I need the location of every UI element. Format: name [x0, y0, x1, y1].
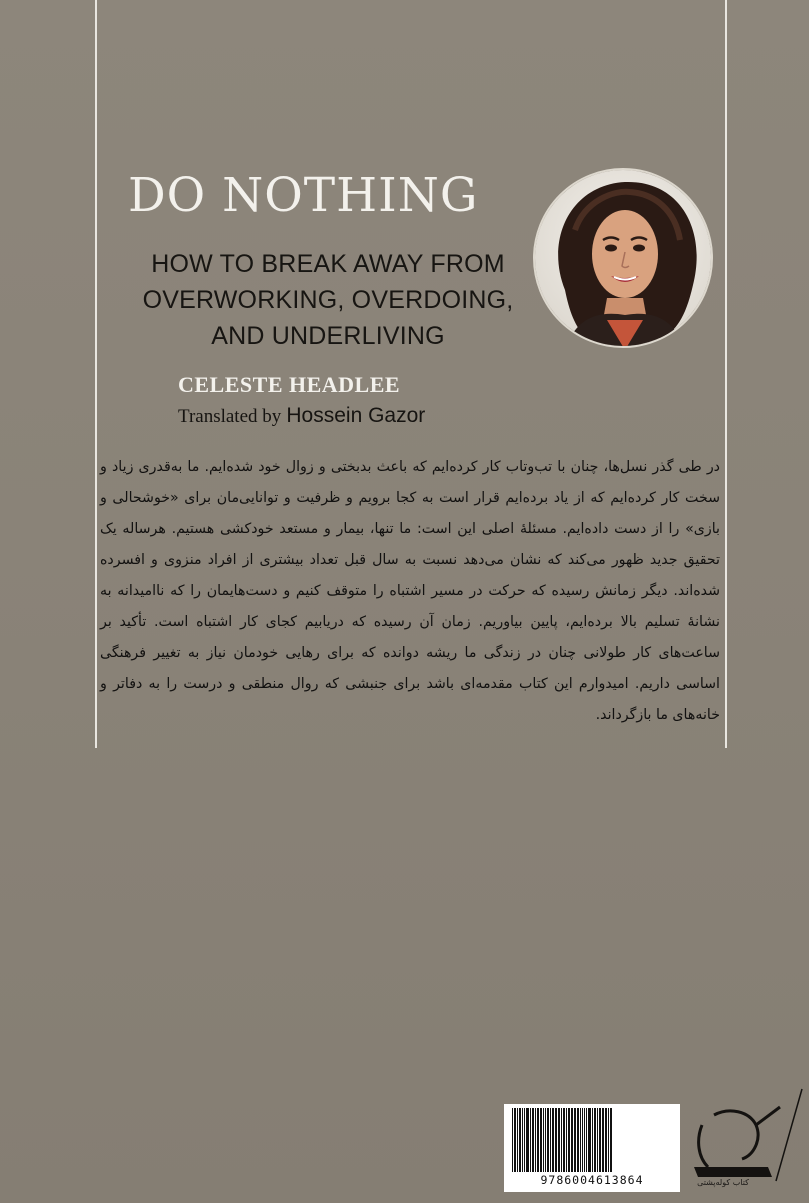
barcode-bar	[512, 1108, 513, 1172]
barcode-bar	[608, 1108, 609, 1172]
barcode-bar	[571, 1108, 573, 1172]
barcode-bar	[526, 1108, 529, 1172]
barcode-bar	[561, 1108, 562, 1172]
barcode-bar	[597, 1108, 598, 1172]
barcode-bar	[514, 1108, 516, 1172]
translator-name: Hossein Gazor	[286, 404, 426, 427]
barcode-bar	[524, 1108, 525, 1172]
barcode-bar	[586, 1108, 587, 1172]
barcode-bar	[584, 1108, 585, 1172]
barcode-bar	[574, 1108, 576, 1172]
barcode-bar	[535, 1108, 536, 1172]
barcode-bar	[543, 1108, 544, 1172]
book-title: DO NOTHING	[128, 168, 479, 223]
barcode-bar	[588, 1108, 591, 1172]
author-name: CELESTE HEADLEE	[178, 372, 401, 397]
barcode-bar	[592, 1108, 593, 1172]
barcode-bar	[547, 1108, 549, 1172]
barcode-bar	[532, 1108, 534, 1172]
publisher-name: کتاب کوله‌پشتی	[697, 1178, 749, 1187]
barcode-bar	[540, 1108, 542, 1172]
translator-credit	[178, 404, 528, 428]
barcode-bar	[610, 1108, 612, 1172]
barcode-bar	[577, 1108, 579, 1172]
barcode-bar	[602, 1108, 604, 1172]
persian-blurb: در طی گذر نسل‌ها، چنان با تب‌وتاب کار کرده‌ایم که باعث بدبختی و زوال خود شده‌ایم. ما به‌قدری زیاد و سخت کار کرده‌ایم که از یاد برده‌ایم قرار است به کجا برویم و ظرفیت و توانایی‌مان برای «خوشحالی و بازی» را از دست داده‌ایم. مسئلهٔ اصلی این است: ما تنها، بیمار و مستعد خودکشی هستیم. هرساله یک تحقیق جدید ظهور می‌کند که نشان می‌دهد نسبت به سال قبل تعداد بیشتری از افراد منزوی و افسرده شده‌اند. دیگر زمانش رسیده که حرکت در مسیر اشتباه را متوقف کنیم و دست‌هایمان را که ناامیدانه به نشانهٔ تسلیم بالا برده‌ایم، پایین بیاوریم. زمان آن رسیده که دریابیم کجای کار اشتباه است. تأکید بر ساعت‌های کار طولانی چنان در زندگی ما ریشه دوانده که برای رهایی خودمان نیاز به تغییر فرهنگی اساسی داریم. امیدوارم این کتاب مقدمه‌ای باشد برای جنبشی که روال منطقی و درست را به دفاتر و خانه‌های ما بازگرداند.	[100, 459, 720, 723]
author-portrait	[533, 168, 713, 348]
subtitle-line: AND UNDERLIVING	[211, 322, 445, 350]
left-vertical-rule	[95, 0, 97, 748]
isbn-barcode	[504, 1104, 680, 1192]
barcode-bar	[558, 1108, 560, 1172]
barcode-bar	[599, 1108, 601, 1172]
barcode-bars	[510, 1108, 674, 1172]
barcode-bar	[594, 1108, 596, 1172]
barcode-bar	[605, 1108, 607, 1172]
subtitle-line: OVERWORKING, OVERDOING,	[142, 286, 514, 314]
isbn-number: 9786004613864	[540, 1173, 644, 1187]
barcode-bar	[545, 1108, 546, 1172]
barcode-bar	[537, 1108, 539, 1172]
barcode-bar	[530, 1108, 531, 1172]
barcode-bar	[550, 1108, 551, 1172]
translator-prefix: Translated by	[178, 406, 282, 427]
barcode-bar	[563, 1108, 565, 1172]
barcode-bar	[580, 1108, 581, 1172]
right-vertical-rule	[725, 0, 727, 748]
barcode-bar	[582, 1108, 583, 1172]
barcode-bar	[555, 1108, 557, 1172]
subtitle-line: HOW TO BREAK AWAY FROM	[151, 250, 505, 278]
barcode-bar	[517, 1108, 518, 1172]
barcode-bar	[568, 1108, 570, 1172]
barcode-bar	[552, 1108, 554, 1172]
barcode-bar	[522, 1108, 523, 1172]
barcode-bar	[566, 1108, 567, 1172]
book-subtitle	[128, 246, 528, 354]
barcode-bar	[519, 1108, 521, 1172]
